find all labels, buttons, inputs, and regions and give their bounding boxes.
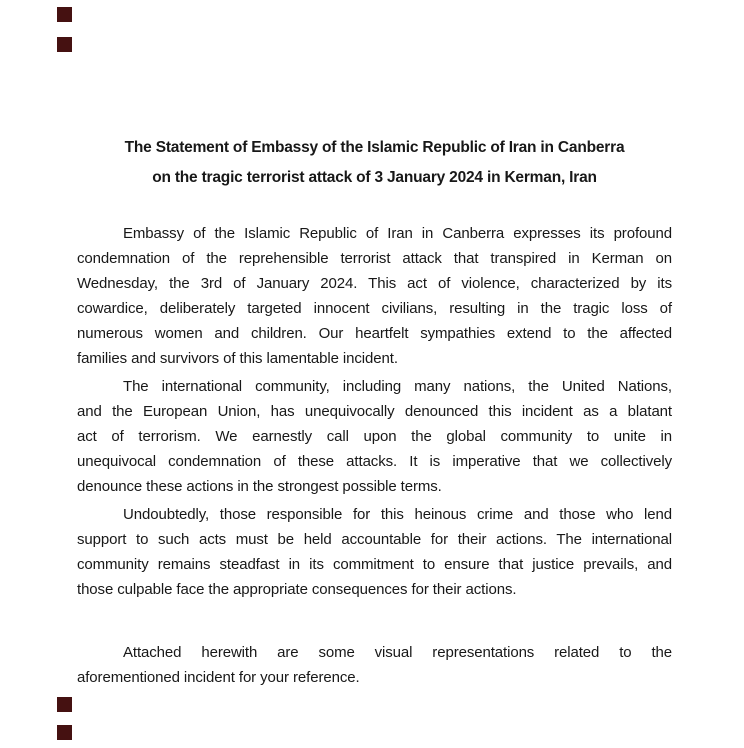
corner-mark [57,37,72,52]
paragraph-line: numerous women and children. Our heartfelt sympathies extend to the affected [77,325,672,342]
paragraph [77,374,672,499]
paragraph-line: act of terrorism. We earnestly call upon the global community to unite in [77,428,672,445]
paragraph-line: cowardice, deliberately targeted innocent civilians, resulting in the tragic loss of [77,300,672,317]
paragraph-line: denounce these actions in the strongest possible terms. [77,478,442,495]
paragraph-line: Wednesday, the 3rd of January 2024. This act of violence, characterized by its [77,275,672,292]
paragraph-line: aforementioned incident for your reference. [77,669,360,686]
corner-mark [57,697,72,712]
corner-mark [57,725,72,740]
document-body [77,221,672,690]
paragraph-line: and the European Union, has unequivocally denounced this incident as a blatant [77,403,672,420]
corner-mark [57,7,72,22]
document-title-line-2: on the tragic terrorist attack of 3 January 2024 in Kerman, Iran [152,169,597,186]
document-title-line-1: The Statement of Embassy of the Islamic Republic of Iran in Canberra [124,139,625,156]
paragraph [77,502,672,602]
paragraph [77,221,672,371]
paragraph-line: Embassy of the Islamic Republic of Iran in Canberra expresses its profound [123,225,672,242]
paragraph [77,640,672,690]
paragraph-line: support to such acts must be held accountable for their actions. The international [77,531,672,548]
paragraph-line: families and survivors of this lamentable incident. [77,350,398,367]
paragraph-line: condemnation of the reprehensible terrorist attack that transpired in Kerman on [77,250,672,267]
paragraph-line: community remains steadfast in its commitment to ensure that justice prevails, and [77,556,672,573]
paragraph-line: The international community, including many nations, the United Nations, [123,378,672,395]
paragraph-line: unequivocal condemnation of these attacks. It is imperative that we collectively [77,453,672,470]
paragraph-line: Undoubtedly, those responsible for this heinous crime and those who lend [123,506,672,523]
paragraph-line: Attached herewith are some visual representations related to the [123,644,672,661]
statement-document [77,0,672,693]
paragraph-line: those culpable face the appropriate consequences for their actions. [77,581,517,598]
document-title [77,133,672,193]
